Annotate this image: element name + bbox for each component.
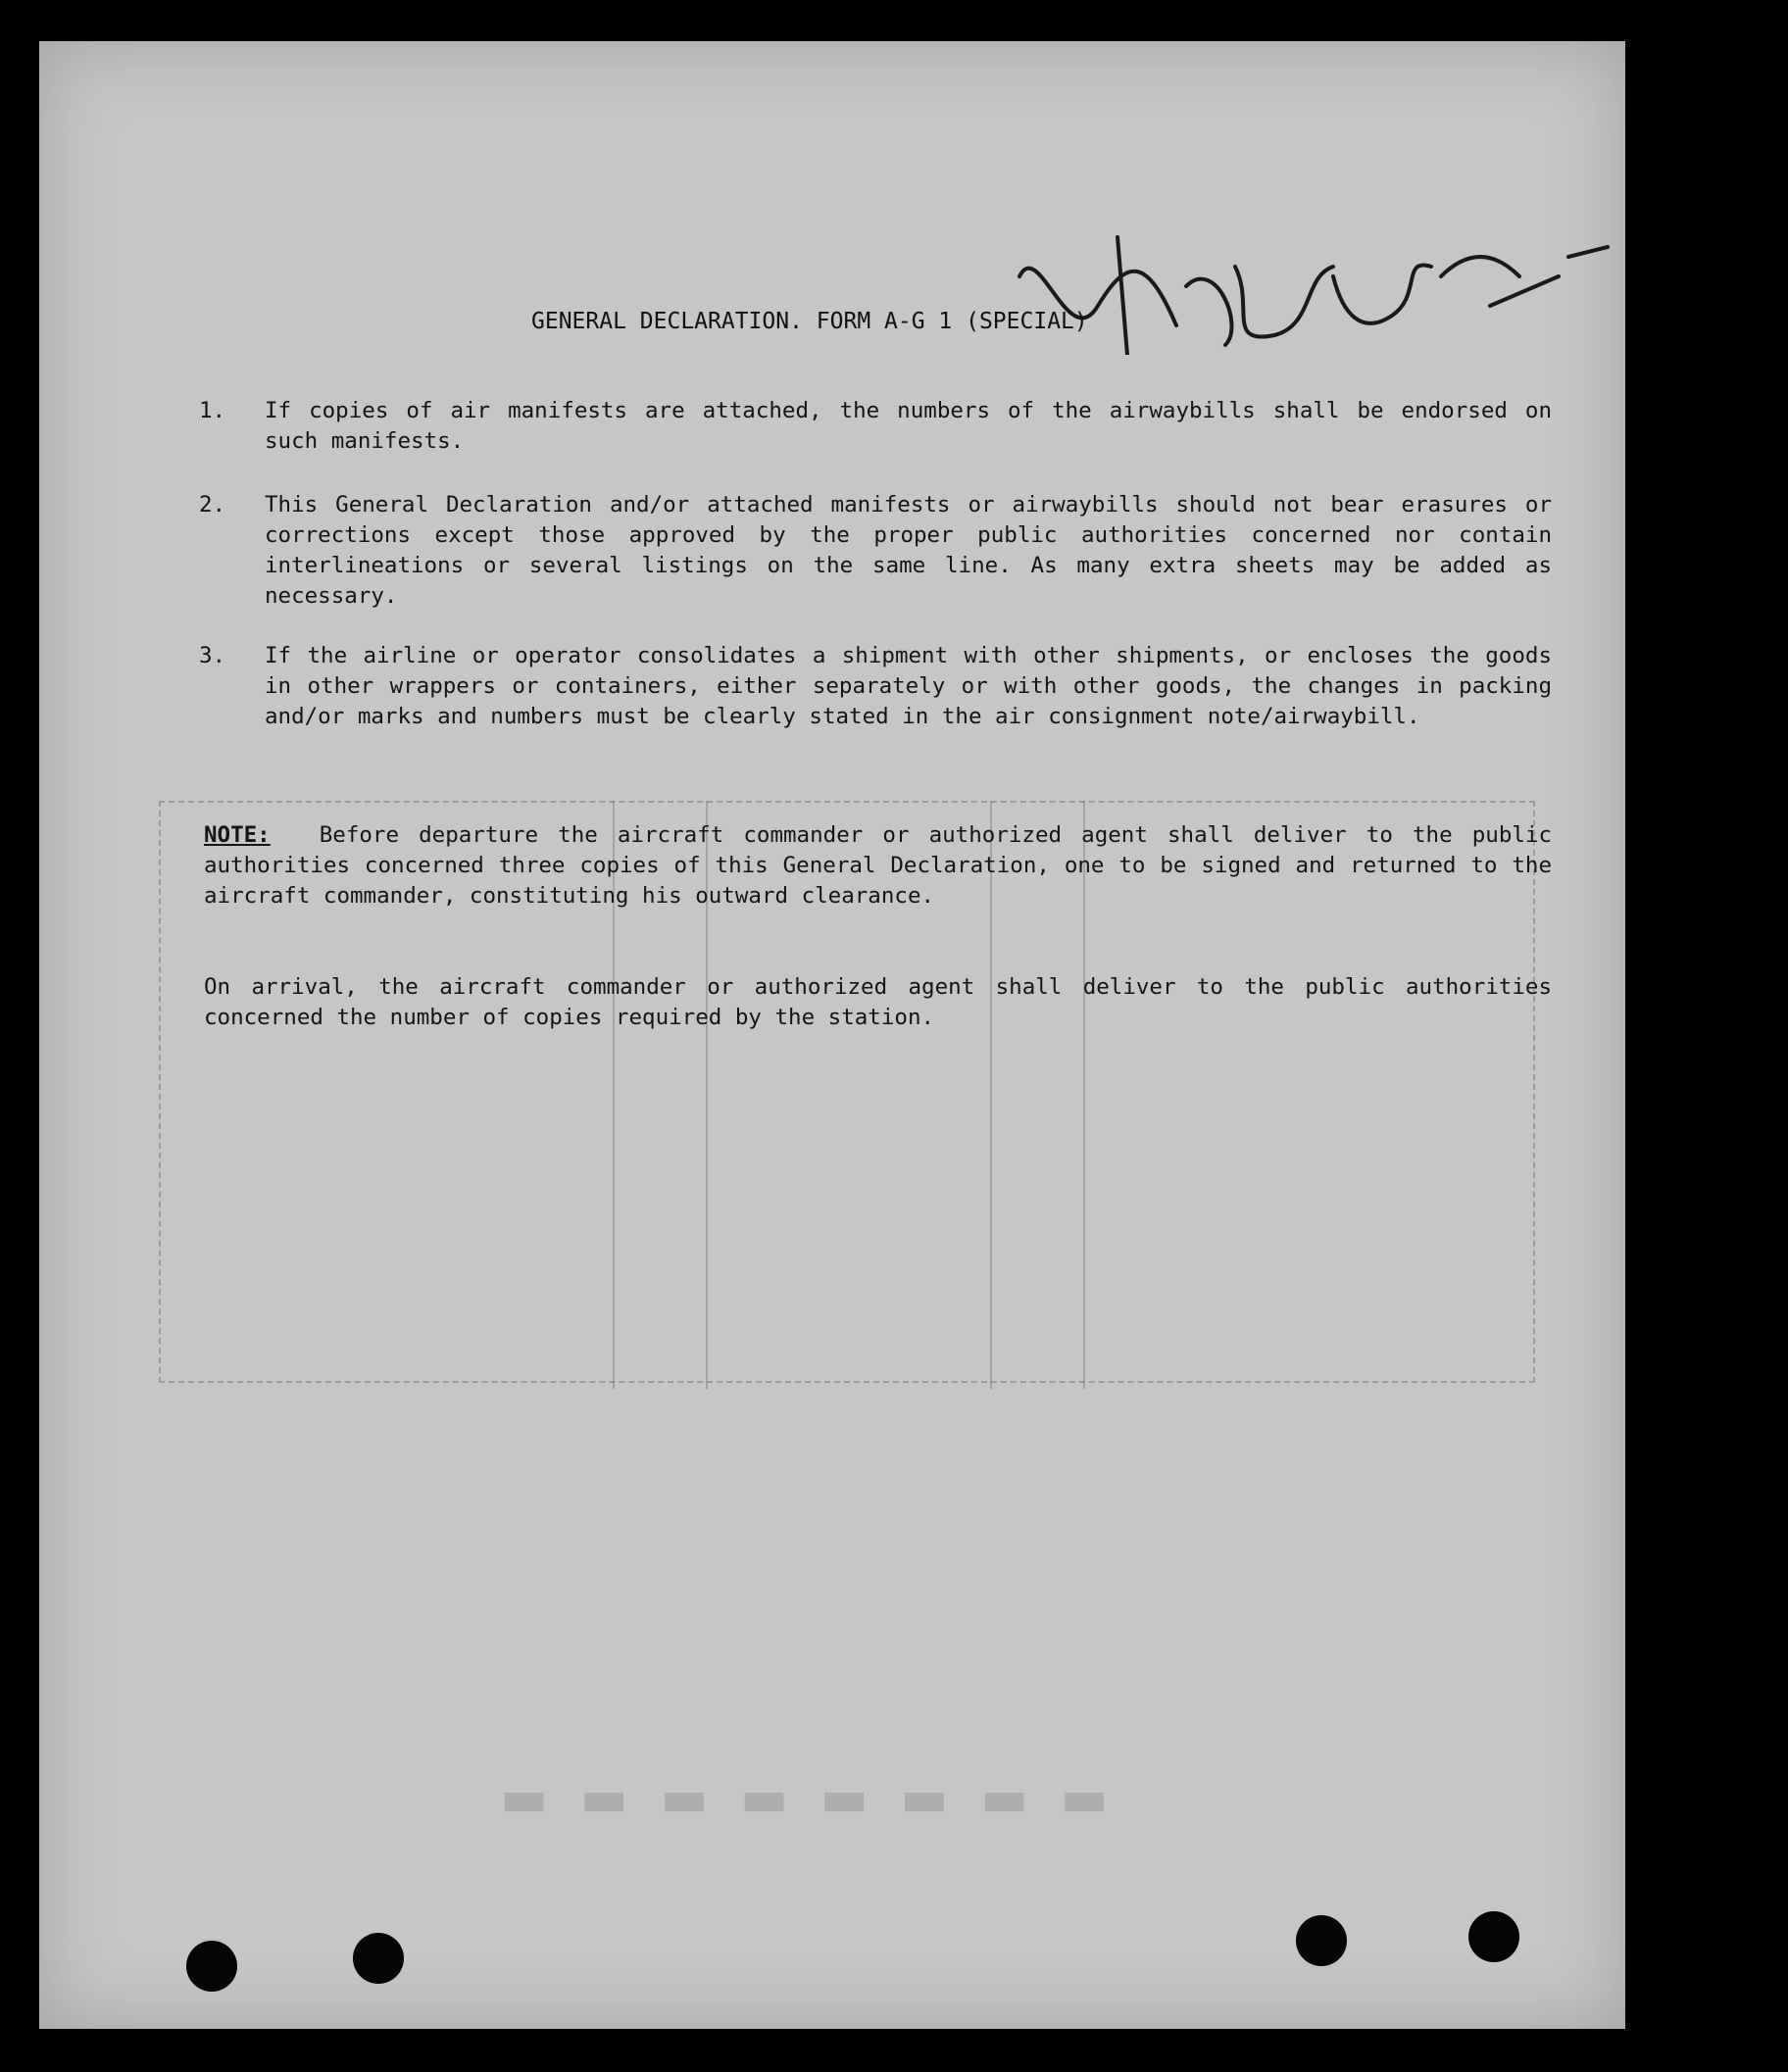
note-text: Before departure the aircraft commander or authorized agent shall deliver to the public authorities concerned three copies of this General Declaration, one to be signed and returned to the aircraft commander, constituting his outward clearance. [204, 822, 1552, 909]
form-title: GENERAL DECLARATION. FORM A-G 1 (SPECIAL) [531, 309, 1088, 334]
handwritten-signature [980, 218, 1625, 355]
arrival-paragraph: On arrival, the aircraft commander or authorized agent shall deliver to the public authorities concerned the number of copies required by the station. [204, 974, 1552, 1030]
item-number: 2. [199, 492, 226, 518]
instruction-item [199, 396, 1552, 457]
punch-hole [1468, 1911, 1519, 1962]
note-label: NOTE: [204, 822, 271, 848]
bleed-through-text: ▬ ▬ ▬ ▬ ▬ ▬ ▬ ▬ [500, 1776, 1117, 1835]
note-paragraph [204, 820, 1552, 912]
document-page [39, 41, 1625, 2029]
punch-hole [353, 1933, 404, 1984]
item-number: 3. [199, 643, 226, 668]
punch-hole [186, 1941, 237, 1992]
punch-hole [1296, 1915, 1347, 1966]
item-text: If copies of air manifests are attached, the numbers of the airwaybills shall be endorsed on such manifests. [265, 398, 1552, 454]
item-text: If the airline or operator consolidates a shipment with other shipments, or encloses the goods in other wrappers or containers, either separately or with other goods, the changes in packing and/or marks and numbers must be clearly stated in the air consignment note/airwaybill. [265, 643, 1552, 729]
instruction-item [199, 490, 1552, 612]
item-text: This General Declaration and/or attached manifests or airwaybills should not bear erasures or corrections except those approved by the proper public authorities concerned nor contain interlineations or several listings on the same line. As many extra sheets may be added as necessary. [265, 492, 1552, 609]
instruction-item [199, 641, 1552, 732]
item-number: 1. [199, 398, 226, 423]
